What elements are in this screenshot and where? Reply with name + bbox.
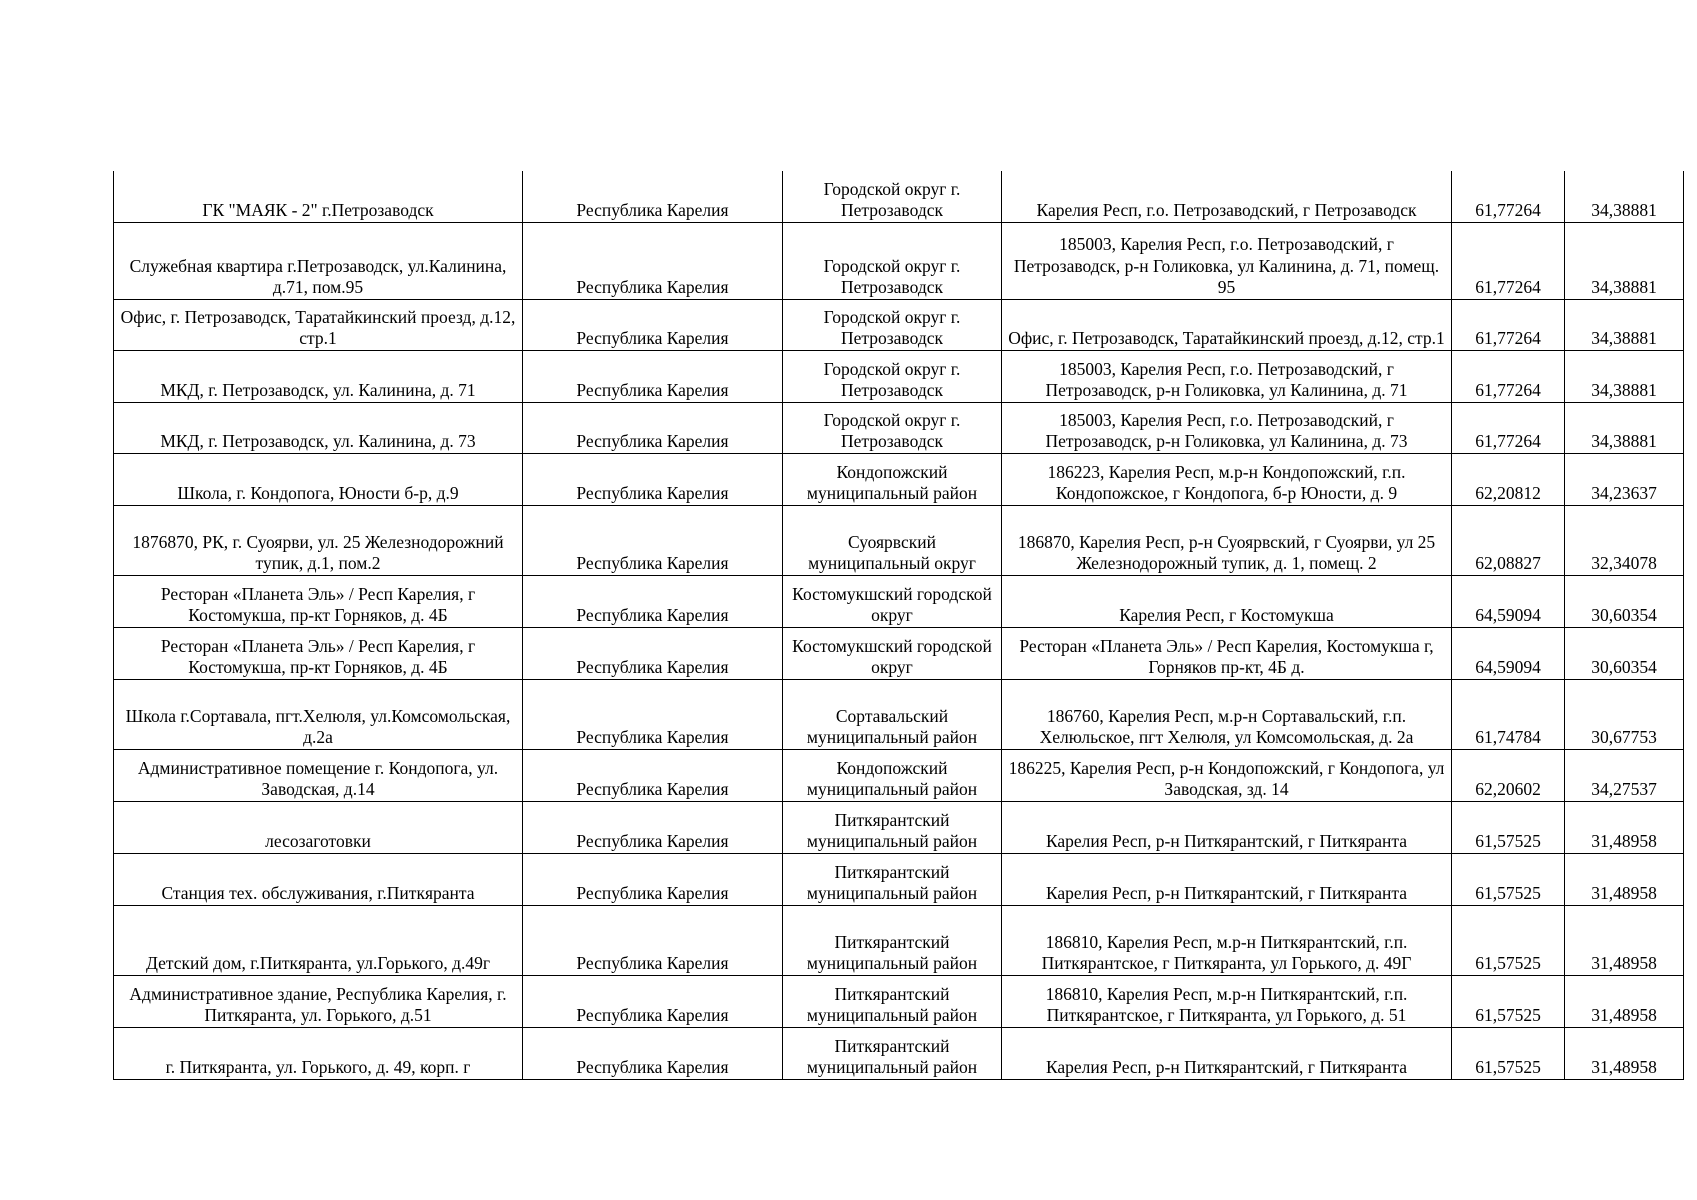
longitude-cell: 31,48958	[1565, 853, 1684, 905]
region-cell: Республика Карелия	[523, 575, 783, 627]
object-name-cell: ГК "МАЯК - 2" г.Петрозаводск	[114, 171, 523, 222]
table-body	[114, 171, 1684, 1079]
table-row	[114, 1027, 1684, 1079]
municipality-cell: Костомукшский городской округ	[783, 627, 1002, 679]
region-cell: Республика Карелия	[523, 171, 783, 222]
address-cell: Карелия Респ, г Костомукша	[1002, 575, 1452, 627]
object-name-cell: Школа г.Сортавала, пгт.Хелюля, ул.Комсомольская, д.2а	[114, 679, 523, 749]
region-cell: Республика Карелия	[523, 505, 783, 575]
municipality-cell: Городской округ г. Петрозаводск	[783, 299, 1002, 350]
municipality-cell: Городской округ г. Петрозаводск	[783, 350, 1002, 402]
address-cell: Карелия Респ, р-н Питкярантский, г Питкяранта	[1002, 853, 1452, 905]
municipality-cell: Костомукшский городской округ	[783, 575, 1002, 627]
latitude-cell: 61,57525	[1452, 905, 1565, 975]
region-cell: Республика Карелия	[523, 402, 783, 453]
longitude-cell: 31,48958	[1565, 801, 1684, 853]
object-name-cell: Ресторан «Планета Эль» / Респ Карелия, г Костомукша, пр-кт Горняков, д. 4Б	[114, 575, 523, 627]
region-cell: Республика Карелия	[523, 975, 783, 1027]
table-row	[114, 299, 1684, 350]
municipality-cell: Питкярантский муниципальный район	[783, 905, 1002, 975]
address-cell: 185003, Карелия Респ, г.о. Петрозаводский, г Петрозаводск, р-н Голиковка, ул Калинина, д. 71, помещ. 95	[1002, 222, 1452, 299]
municipality-cell: Кондопожский муниципальный район	[783, 749, 1002, 801]
longitude-cell: 34,27537	[1565, 749, 1684, 801]
latitude-cell: 61,57525	[1452, 801, 1565, 853]
address-cell: Ресторан «Планета Эль» / Респ Карелия, Костомукша г, Горняков пр-кт, 4Б д.	[1002, 627, 1452, 679]
region-cell: Республика Карелия	[523, 905, 783, 975]
region-cell: Республика Карелия	[523, 453, 783, 505]
latitude-cell: 61,77264	[1452, 350, 1565, 402]
object-name-cell: МКД, г. Петрозаводск, ул. Калинина, д. 73	[114, 402, 523, 453]
latitude-cell: 64,59094	[1452, 627, 1565, 679]
latitude-cell: 64,59094	[1452, 575, 1565, 627]
municipality-cell: Питкярантский муниципальный район	[783, 853, 1002, 905]
region-cell: Республика Карелия	[523, 350, 783, 402]
municipality-cell: Городской округ г. Петрозаводск	[783, 171, 1002, 222]
table-row	[114, 853, 1684, 905]
address-cell: 186810, Карелия Респ, м.р-н Питкярантский, г.п. Питкярантское, г Питкяранта, ул Горького, д. 49Г	[1002, 905, 1452, 975]
longitude-cell: 34,38881	[1565, 350, 1684, 402]
locations-table	[113, 171, 1684, 1080]
longitude-cell: 30,67753	[1565, 679, 1684, 749]
municipality-cell: Питкярантский муниципальный район	[783, 1027, 1002, 1079]
municipality-cell: Питкярантский муниципальный район	[783, 801, 1002, 853]
longitude-cell: 31,48958	[1565, 975, 1684, 1027]
region-cell: Республика Карелия	[523, 801, 783, 853]
address-cell: 186223, Карелия Респ, м.р-н Кондопожский, г.п. Кондопожское, г Кондопога, б-р Юности, д. 9	[1002, 453, 1452, 505]
table-row	[114, 749, 1684, 801]
longitude-cell: 31,48958	[1565, 1027, 1684, 1079]
latitude-cell: 61,57525	[1452, 975, 1565, 1027]
address-cell: 185003, Карелия Респ, г.о. Петрозаводский, г Петрозаводск, р-н Голиковка, ул Калинина, д. 71	[1002, 350, 1452, 402]
object-name-cell: Офис, г. Петрозаводск, Таратайкинский проезд, д.12, стр.1	[114, 299, 523, 350]
table-row	[114, 402, 1684, 453]
municipality-cell: Питкярантский муниципальный район	[783, 975, 1002, 1027]
address-cell: 186810, Карелия Респ, м.р-н Питкярантский, г.п. Питкярантское, г Питкяранта, ул Горького, д. 51	[1002, 975, 1452, 1027]
address-cell: Карелия Респ, р-н Питкярантский, г Питкяранта	[1002, 801, 1452, 853]
longitude-cell: 34,38881	[1565, 402, 1684, 453]
region-cell: Республика Карелия	[523, 679, 783, 749]
region-cell: Республика Карелия	[523, 627, 783, 679]
latitude-cell: 61,57525	[1452, 853, 1565, 905]
municipality-cell: Кондопожский муниципальный район	[783, 453, 1002, 505]
object-name-cell: г. Питкяранта, ул. Горького, д. 49, корп. г	[114, 1027, 523, 1079]
table-row	[114, 453, 1684, 505]
longitude-cell: 31,48958	[1565, 905, 1684, 975]
region-cell: Республика Карелия	[523, 1027, 783, 1079]
object-name-cell: Административное помещение г. Кондопога, ул. Заводская, д.14	[114, 749, 523, 801]
object-name-cell: Школа, г. Кондопога, Юности б-р, д.9	[114, 453, 523, 505]
address-cell: 185003, Карелия Респ, г.о. Петрозаводский, г Петрозаводск, р-н Голиковка, ул Калинина, д. 73	[1002, 402, 1452, 453]
object-name-cell: МКД, г. Петрозаводск, ул. Калинина, д. 71	[114, 350, 523, 402]
region-cell: Республика Карелия	[523, 749, 783, 801]
longitude-cell: 34,38881	[1565, 171, 1684, 222]
latitude-cell: 61,74784	[1452, 679, 1565, 749]
region-cell: Республика Карелия	[523, 222, 783, 299]
latitude-cell: 61,57525	[1452, 1027, 1565, 1079]
latitude-cell: 61,77264	[1452, 299, 1565, 350]
longitude-cell: 30,60354	[1565, 575, 1684, 627]
longitude-cell: 34,38881	[1565, 299, 1684, 350]
table-row	[114, 505, 1684, 575]
object-name-cell: Ресторан «Планета Эль» / Респ Карелия, г Костомукша, пр-кт Горняков, д. 4Б	[114, 627, 523, 679]
table-row	[114, 171, 1684, 222]
table-row	[114, 679, 1684, 749]
latitude-cell: 62,20812	[1452, 453, 1565, 505]
address-cell: 186225, Карелия Респ, р-н Кондопожский, г Кондопога, ул Заводская, зд. 14	[1002, 749, 1452, 801]
longitude-cell: 30,60354	[1565, 627, 1684, 679]
table-row	[114, 222, 1684, 299]
table-row	[114, 905, 1684, 975]
longitude-cell: 34,23637	[1565, 453, 1684, 505]
municipality-cell: Сортавальский муниципальный район	[783, 679, 1002, 749]
object-name-cell: Служебная квартира г.Петрозаводск, ул.Калинина, д.71, пом.95	[114, 222, 523, 299]
object-name-cell: Станция тех. обслуживания, г.Питкяранта	[114, 853, 523, 905]
address-cell: 186760, Карелия Респ, м.р-н Сортавальский, г.п. Хелюльское, пгт Хелюля, ул Комсомольская, д. 2а	[1002, 679, 1452, 749]
latitude-cell: 61,77264	[1452, 171, 1565, 222]
municipality-cell: Городской округ г. Петрозаводск	[783, 222, 1002, 299]
address-cell: Карелия Респ, г.о. Петрозаводский, г Петрозаводск	[1002, 171, 1452, 222]
latitude-cell: 61,77264	[1452, 222, 1565, 299]
address-cell: Офис, г. Петрозаводск, Таратайкинский проезд, д.12, стр.1	[1002, 299, 1452, 350]
address-cell: Карелия Респ, р-н Питкярантский, г Питкяранта	[1002, 1027, 1452, 1079]
object-name-cell: Детский дом, г.Питкяранта, ул.Горького, д.49г	[114, 905, 523, 975]
table-row	[114, 627, 1684, 679]
table-row	[114, 575, 1684, 627]
object-name-cell: лесозаготовки	[114, 801, 523, 853]
municipality-cell: Суоярвский муниципальный округ	[783, 505, 1002, 575]
table-row	[114, 350, 1684, 402]
municipality-cell: Городской округ г. Петрозаводск	[783, 402, 1002, 453]
latitude-cell: 62,20602	[1452, 749, 1565, 801]
region-cell: Республика Карелия	[523, 299, 783, 350]
region-cell: Республика Карелия	[523, 853, 783, 905]
longitude-cell: 32,34078	[1565, 505, 1684, 575]
table-row	[114, 975, 1684, 1027]
object-name-cell: Административное здание, Республика Карелия, г. Питкяранта, ул. Горького, д.51	[114, 975, 523, 1027]
latitude-cell: 61,77264	[1452, 402, 1565, 453]
longitude-cell: 34,38881	[1565, 222, 1684, 299]
table-row	[114, 801, 1684, 853]
address-cell: 186870, Карелия Респ, р-н Суоярвский, г Суоярви, ул 25 Железнодорожный тупик, д. 1, помещ. 2	[1002, 505, 1452, 575]
object-name-cell: 1876870, РК, г. Суоярви, ул. 25 Железнодорожний тупик, д.1, пом.2	[114, 505, 523, 575]
latitude-cell: 62,08827	[1452, 505, 1565, 575]
